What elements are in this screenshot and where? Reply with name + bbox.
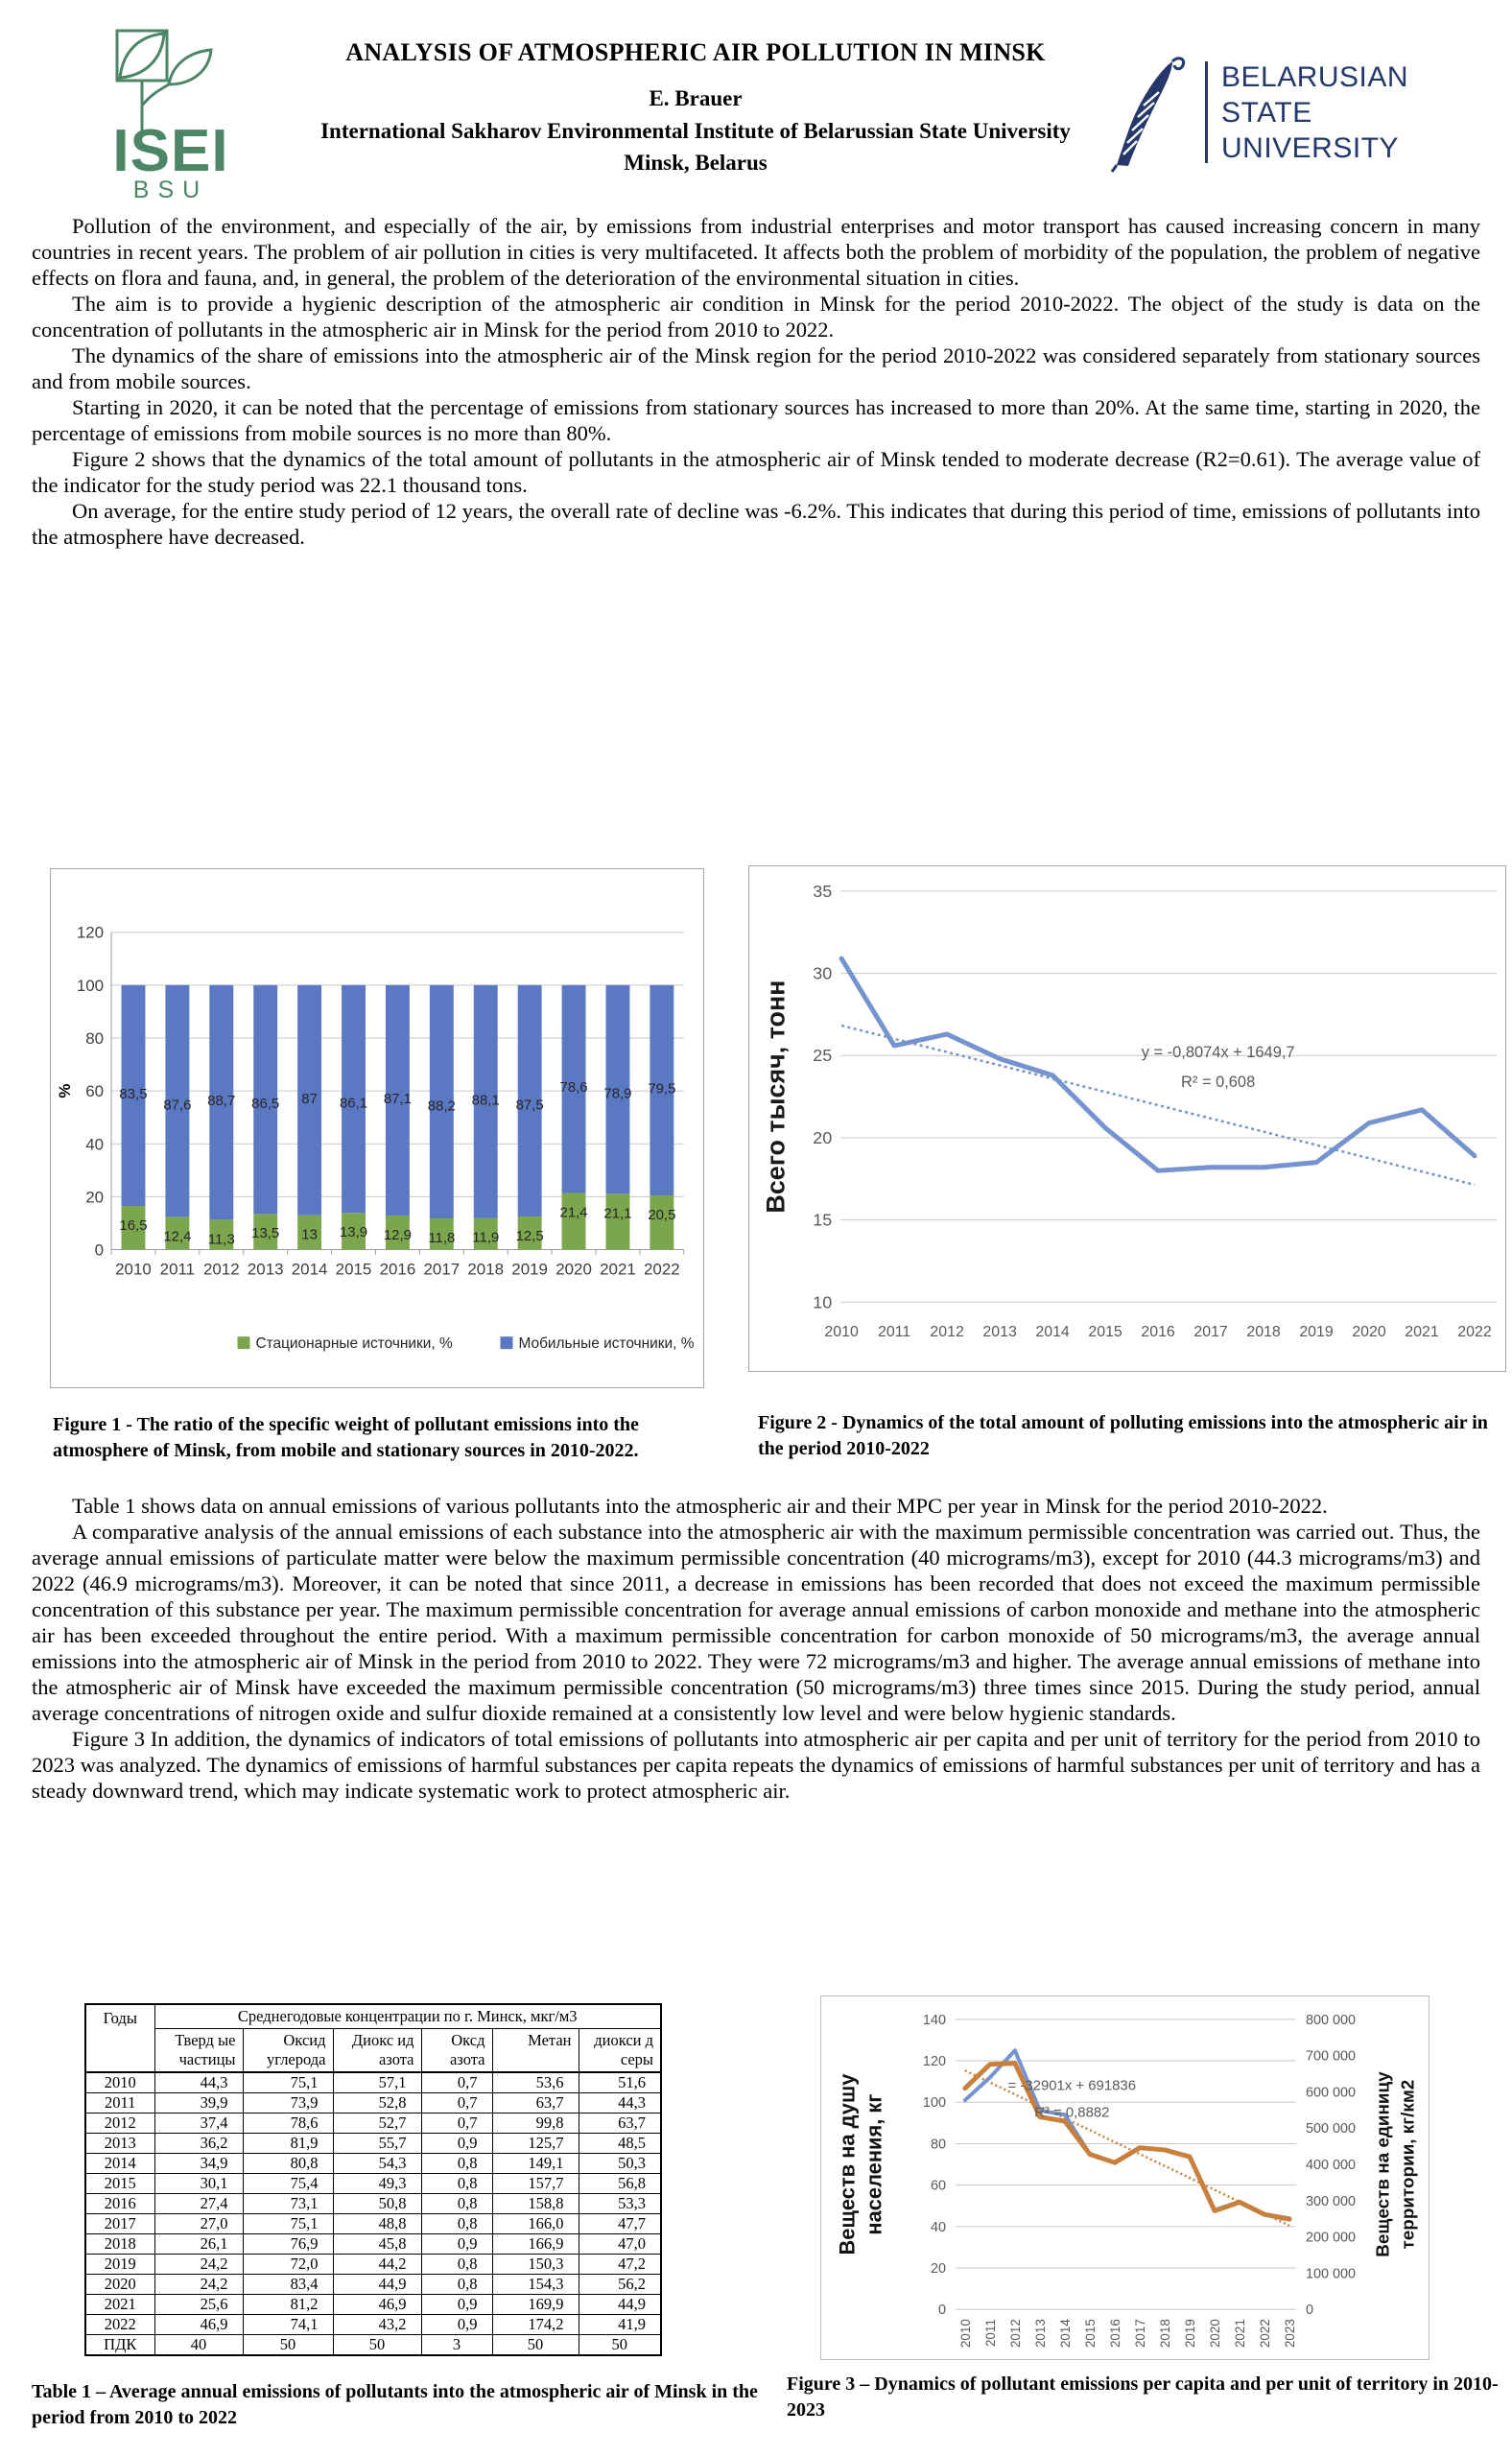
svg-text:80: 80 — [930, 2137, 946, 2153]
table-cell: 174,2 — [492, 2315, 579, 2335]
svg-text:2015: 2015 — [335, 1260, 372, 1279]
svg-text:120: 120 — [76, 923, 105, 942]
paragraph: Pollution of the environment, and especially of the air, by emissions from industrial enterprises and motor transport has caused increasing concern in many countries in recent years. The problem of air pollution in cities is very multifaceted. It affects both the problem of morbidity of the population, the problem of negative effects on flora and fauna, and, in general, the problem of the deterioration of the environmental situation in cities. — [32, 214, 1480, 290]
table1-caption: Table 1 – Average annual emissions of pollutants into the atmospheric air of Minsk in the period from 2010 to 2022 — [32, 2381, 758, 2428]
isei-logo-text: ISEI — [112, 118, 229, 184]
svg-text:30: 30 — [813, 963, 833, 983]
svg-text:13: 13 — [301, 1226, 318, 1243]
svg-text:2012: 2012 — [202, 1260, 240, 1279]
svg-text:Веществ на единицу: Веществ на единицу — [1373, 2071, 1394, 2257]
affiliation: International Sakharov Environmental Institute of Belarussian State University — [320, 119, 1071, 143]
paragraph: On average, for the entire study period of 12 years, the overall rate of decline was -6.2%. This indicates that during this period of time, emissions of pollutants into the atmosphere have decreased. — [32, 499, 1480, 549]
table-row — [85, 2134, 661, 2154]
table-cell: 81,2 — [243, 2295, 333, 2315]
svg-text:400 000: 400 000 — [1306, 2158, 1357, 2174]
figure2 — [748, 865, 1506, 1372]
table-row — [85, 2335, 661, 2356]
table-cell: 50 — [579, 2335, 661, 2356]
table-cell-year: 2020 — [85, 2275, 154, 2295]
table-cell: 44,9 — [579, 2295, 661, 2315]
table-cell: 166,9 — [492, 2234, 579, 2255]
svg-text:2016: 2016 — [379, 1260, 416, 1279]
svg-text:2023: 2023 — [1283, 2319, 1298, 2349]
bsu-logo-line: STATE — [1221, 96, 1312, 129]
svg-text:2021: 2021 — [600, 1260, 636, 1279]
table-column-header: Тверд ые частицы — [154, 2029, 243, 2073]
table-cell: 99,8 — [492, 2114, 579, 2134]
table-cell: 3 — [421, 2335, 492, 2356]
table-row — [85, 2315, 661, 2335]
svg-text:2011: 2011 — [159, 1260, 196, 1279]
table-cell: 0,9 — [421, 2315, 492, 2335]
table-cell: 44,3 — [579, 2093, 661, 2114]
svg-text:территории, кг/км2: территории, кг/км2 — [1398, 2079, 1419, 2250]
svg-text:Мобильные источники, %: Мобильные источники, % — [518, 1335, 695, 1353]
table-cell: 0,8 — [421, 2275, 492, 2295]
svg-text:79,5: 79,5 — [648, 1080, 676, 1098]
figure2-chart — [749, 866, 1505, 1371]
table-cell: 44,3 — [154, 2072, 243, 2093]
svg-text:2020: 2020 — [1352, 1324, 1386, 1341]
table-cell: 27,4 — [154, 2194, 243, 2214]
table-cell: 76,9 — [243, 2234, 333, 2255]
svg-text:2016: 2016 — [1141, 1324, 1175, 1341]
pollutants-table — [84, 2003, 662, 2356]
svg-text:0: 0 — [1306, 2302, 1314, 2319]
table-cell: 48,8 — [333, 2214, 421, 2234]
svg-text:населения, кг: населения, кг — [862, 2093, 886, 2235]
table-cell: 75,4 — [243, 2174, 333, 2194]
svg-text:2014: 2014 — [1057, 2319, 1073, 2349]
svg-text:20: 20 — [85, 1188, 105, 1207]
table-cell: 0,7 — [421, 2072, 492, 2093]
table-column-header: Метан — [492, 2029, 579, 2073]
table-cell-year: 2015 — [85, 2174, 154, 2194]
table-cell-year: 2019 — [85, 2255, 154, 2275]
table-cell: 78,6 — [243, 2114, 333, 2134]
table-cell: 47,7 — [579, 2214, 661, 2234]
svg-text:2015: 2015 — [1088, 1324, 1122, 1341]
table-cell: 55,7 — [333, 2134, 421, 2154]
table-cell: 47,0 — [579, 2234, 661, 2255]
table-cell: 166,0 — [492, 2214, 579, 2234]
svg-text:%: % — [56, 1083, 75, 1098]
total-emissions-line — [841, 958, 1475, 1170]
svg-text:78,6: 78,6 — [559, 1079, 588, 1097]
table-cell: 50,8 — [333, 2194, 421, 2214]
figure1-chart — [51, 869, 703, 1387]
table-row — [85, 2114, 661, 2134]
svg-text:20,5: 20,5 — [648, 1206, 676, 1223]
svg-text:2020: 2020 — [555, 1260, 592, 1279]
svg-text:2017: 2017 — [1132, 2319, 1147, 2349]
svg-text:2013: 2013 — [982, 1324, 1017, 1341]
svg-text:86,5: 86,5 — [251, 1096, 280, 1113]
svg-text:Всего тысяч, тонн: Всего тысяч, тонн — [761, 980, 791, 1214]
svg-text:2010: 2010 — [824, 1324, 859, 1341]
svg-text:100: 100 — [922, 2095, 946, 2112]
table-row — [85, 2255, 661, 2275]
svg-text:= -32901x + 691836: = -32901x + 691836 — [1007, 2077, 1137, 2094]
svg-text:11,3: 11,3 — [207, 1231, 235, 1248]
svg-text:11,8: 11,8 — [428, 1229, 456, 1246]
paragraph: Starting in 2020, it can be noted that the percentage of emissions from stationary sources has increased to more than 20%. At the same time, starting in 2020, the percentage of emissions from mobile sources is no more than 80%. — [32, 395, 1480, 445]
svg-text:16,5: 16,5 — [119, 1216, 148, 1234]
table-cell-year: ПДК — [85, 2335, 154, 2356]
svg-text:2012: 2012 — [930, 1324, 964, 1341]
table-row — [85, 2174, 661, 2194]
svg-text:2013: 2013 — [1032, 2319, 1048, 2349]
table-cell: 0,8 — [421, 2214, 492, 2234]
bsu-logo-line: UNIVERSITY — [1221, 131, 1400, 164]
svg-text:20: 20 — [930, 2261, 946, 2278]
plot-area — [56, 924, 695, 1352]
svg-text:100: 100 — [76, 976, 105, 995]
svg-text:2019: 2019 — [511, 1260, 548, 1279]
stationary-bar — [606, 1193, 630, 1249]
table-cell: 40 — [154, 2335, 243, 2356]
svg-text:Веществ на душу: Веществ на душу — [835, 2073, 860, 2255]
table-cell: 50 — [492, 2335, 579, 2356]
table-cell-year: 2013 — [85, 2134, 154, 2154]
svg-text:87,5: 87,5 — [515, 1097, 544, 1114]
svg-text:13,9: 13,9 — [339, 1224, 368, 1241]
table-cell: 36,2 — [154, 2134, 243, 2154]
table-column-header: Оксд азота — [421, 2029, 492, 2073]
table-cell-year: 2018 — [85, 2234, 154, 2255]
svg-text:2015: 2015 — [1082, 2319, 1098, 2349]
svg-text:200 000: 200 000 — [1306, 2230, 1357, 2246]
figure3-caption: Figure 3 – Dynamics of pollutant emissions per capita and per unit of territory in 2010-2023 — [787, 2373, 1499, 2421]
intro-text — [32, 213, 1480, 550]
svg-text:600 000: 600 000 — [1306, 2085, 1357, 2101]
figure3 — [820, 1996, 1429, 2360]
table-cell: 0,9 — [421, 2134, 492, 2154]
table-cell: 83,4 — [243, 2275, 333, 2295]
table-cell: 51,6 — [579, 2072, 661, 2093]
svg-text:2014: 2014 — [1035, 1324, 1070, 1341]
svg-text:120: 120 — [922, 2054, 946, 2070]
table-cell: 63,7 — [492, 2093, 579, 2114]
table-cell: 24,2 — [154, 2255, 243, 2275]
svg-text:20: 20 — [813, 1127, 833, 1147]
table-cell: 0,9 — [421, 2234, 492, 2255]
bsu-logo-text — [1221, 59, 1408, 166]
table-cell: 0,7 — [421, 2114, 492, 2134]
table-cell: 0,8 — [421, 2174, 492, 2194]
isei-logo-subtext: BSU — [132, 177, 209, 201]
svg-text:2019: 2019 — [1299, 1324, 1334, 1341]
svg-text:2012: 2012 — [1007, 2319, 1023, 2349]
table-cell: 158,8 — [492, 2194, 579, 2214]
table-cell: 81,9 — [243, 2134, 333, 2154]
svg-text:0: 0 — [937, 2302, 946, 2319]
svg-text:0: 0 — [94, 1240, 105, 1260]
table-cell: 39,9 — [154, 2093, 243, 2114]
table-cell: 53,3 — [579, 2194, 661, 2214]
table-row — [85, 2093, 661, 2114]
svg-text:2014: 2014 — [291, 1260, 328, 1279]
author: E. Brauer — [649, 86, 743, 110]
legend-swatch-stationary — [238, 1336, 250, 1349]
table-row — [85, 2072, 661, 2093]
table-cell-year: 2021 — [85, 2295, 154, 2315]
svg-text:21,1: 21,1 — [603, 1205, 632, 1222]
table-cell: 54,3 — [333, 2154, 421, 2174]
table-cell: 50 — [243, 2335, 333, 2356]
svg-text:300 000: 300 000 — [1306, 2193, 1357, 2209]
table-cell-year: 2022 — [85, 2315, 154, 2335]
table-cell-year: 2012 — [85, 2114, 154, 2134]
svg-text:140: 140 — [922, 2012, 946, 2028]
svg-text:R² = 0,8882: R² = 0,8882 — [1034, 2104, 1110, 2121]
table-cell: 49,3 — [333, 2174, 421, 2194]
svg-text:87,6: 87,6 — [163, 1097, 192, 1114]
table-cell: 75,1 — [243, 2072, 333, 2093]
table-column-header: диокси д серы — [579, 2029, 661, 2073]
svg-text:83,5: 83,5 — [119, 1085, 148, 1102]
table-cell: 34,9 — [154, 2154, 243, 2174]
svg-text:2022: 2022 — [1457, 1324, 1492, 1341]
table-cell: 50,3 — [579, 2154, 661, 2174]
table-cell: 0,8 — [421, 2255, 492, 2275]
page-title: ANALYSIS OF ATMOSPHERIC AIR POLLUTION IN MINSK — [345, 38, 1046, 66]
table-row — [85, 2295, 661, 2315]
table-cell: 72,0 — [243, 2255, 333, 2275]
table-cell: 44,2 — [333, 2255, 421, 2275]
per-capita-line — [965, 2050, 1289, 2218]
svg-text:2011: 2011 — [982, 2319, 998, 2348]
svg-text:40: 40 — [930, 2219, 946, 2235]
svg-text:2013: 2013 — [247, 1260, 284, 1279]
table-cell: 80,8 — [243, 2154, 333, 2174]
table-row — [85, 2154, 661, 2174]
table-cell: 37,4 — [154, 2114, 243, 2134]
table-cell: 46,9 — [333, 2295, 421, 2315]
table-cell: 26,1 — [154, 2234, 243, 2255]
table-cell: 50 — [333, 2335, 421, 2356]
svg-text:60: 60 — [85, 1082, 105, 1101]
table-cell: 149,1 — [492, 2154, 579, 2174]
table-cell: 43,2 — [333, 2315, 421, 2335]
svg-text:800 000: 800 000 — [1306, 2012, 1357, 2028]
stationary-bar — [559, 1193, 588, 1250]
svg-text:2018: 2018 — [467, 1260, 505, 1279]
table-cell: 24,2 — [154, 2275, 243, 2295]
feather-icon — [1099, 52, 1192, 173]
figure1-caption: Figure 1 - The ratio of the specific weight of pollutant emissions into the atmosphere of Minsk, from mobile and stationary sources in 2010-2022. — [53, 1414, 639, 1461]
svg-text:2017: 2017 — [423, 1260, 461, 1279]
svg-text:78,9: 78,9 — [603, 1085, 632, 1102]
table-cell: 45,8 — [333, 2234, 421, 2255]
svg-text:2010: 2010 — [957, 2319, 973, 2349]
table-cell: 48,5 — [579, 2134, 661, 2154]
table-cell: 154,3 — [492, 2275, 579, 2295]
svg-text:2018: 2018 — [1157, 2319, 1172, 2349]
svg-text:35: 35 — [813, 881, 833, 901]
paragraph: A comparative analysis of the annual emissions of each substance into the atmospheric air with the maximum permissible concentration was carried out. Thus, the average annual emissions of particulate matter were below the maximum permissible concentration (40 micrograms/m3), except for 2010 (44.3 micrograms/m3) and 2022 (46.9 micrograms/m3). Moreover, it can be noted that since 2011, a decrease in emissions has been recorded that does not exceed the maximum permissible concentration of this substance per year. The maximum permissible concentration for average annual emissions of carbon monoxide and methane into the atmospheric air has been exceeded throughout the entire period. With a maximum permissible concentration for carbon monoxide of 50 micrograms/m3, the average annual emissions into the atmospheric air of Minsk in the period from 2010 to 2022. They were 72 micrograms/m3 and higher. The average annual emissions of methane into the atmospheric air of Minsk have exceeded the maximum permissible concentration (50 micrograms/m3) three times since 2015. During the study period, annual average concentrations of nitrogen oxide and sulfur dioxide remained at a consistently low level and were below hygienic standards. — [32, 1520, 1480, 1725]
svg-text:Стационарные источники, %: Стационарные источники, % — [255, 1335, 453, 1353]
svg-text:80: 80 — [85, 1028, 105, 1048]
svg-text:40: 40 — [85, 1135, 105, 1154]
table-row — [85, 2275, 661, 2295]
table-cell: 52,7 — [333, 2114, 421, 2134]
svg-text:10: 10 — [813, 1292, 833, 1312]
svg-text:2022: 2022 — [1258, 2319, 1273, 2349]
table-cell: 0,8 — [421, 2154, 492, 2174]
bsu-logo — [1099, 52, 1408, 173]
svg-text:25: 25 — [813, 1046, 833, 1066]
table-cell: 169,9 — [492, 2295, 579, 2315]
svg-text:60: 60 — [930, 2178, 946, 2194]
svg-text:13,5: 13,5 — [251, 1225, 280, 1242]
table-cell-year: 2010 — [85, 2072, 154, 2093]
table-cell: 75,1 — [243, 2214, 333, 2234]
svg-text:2022: 2022 — [644, 1260, 680, 1279]
table-cell: 56,8 — [579, 2174, 661, 2194]
table-group-header: Среднегодовые концентрации по г. Минск, мкг/м3 — [154, 2004, 661, 2029]
table-cell: 41,9 — [579, 2315, 661, 2335]
table-column-header: Диокс ид азота — [333, 2029, 421, 2073]
table-cell-year: 2016 — [85, 2194, 154, 2214]
table-cell: 73,9 — [243, 2093, 333, 2114]
table-cell: 56,2 — [579, 2275, 661, 2295]
svg-text:2019: 2019 — [1183, 2319, 1198, 2349]
svg-text:2017: 2017 — [1193, 1324, 1228, 1341]
svg-text:88,7: 88,7 — [207, 1093, 236, 1110]
figure2-caption: Figure 2 - Dynamics of the total amount of polluting emissions into the atmospheric air in the period 2010-2022 — [758, 1412, 1488, 1459]
table-column-header: Оксид углерода — [243, 2029, 333, 2073]
paragraph: The aim is to provide a hygienic description of the atmospheric air condition in Minsk for the period 2010-2022. The object of the study is data on the concentration of pollutants in the atmospheric air in Minsk for the period from 2010 to 2022. — [32, 292, 1480, 342]
table-cell: 44,9 — [333, 2275, 421, 2295]
table-cell-year: 2014 — [85, 2154, 154, 2174]
svg-text:500 000: 500 000 — [1306, 2121, 1357, 2137]
analysis-text — [32, 1493, 1480, 1804]
svg-text:2021: 2021 — [1405, 1324, 1439, 1341]
svg-text:2020: 2020 — [1208, 2319, 1223, 2349]
table-cell: 0,8 — [421, 2194, 492, 2214]
svg-text:2011: 2011 — [877, 1324, 911, 1341]
table-cell: 73,1 — [243, 2194, 333, 2214]
svg-text:R² = 0,608: R² = 0,608 — [1181, 1074, 1256, 1092]
table-cell: 46,9 — [154, 2315, 243, 2335]
bsu-logo-line: BELARUSIAN — [1221, 60, 1409, 93]
paragraph: Figure 3 In addition, the dynamics of indicators of total emissions of pollutants into atmospheric air per capita and per unit of territory for the period from 2010 to 2023 was analyzed. The dynamics of emissions of harmful substances per capita repeats the dynamics of emissions of harmful substances per unit of territory and has a steady downward trend, which may indicate systematic work to protect atmospheric air. — [32, 1727, 1480, 1803]
table-cell: 125,7 — [492, 2134, 579, 2154]
table-cell: 30,1 — [154, 2174, 243, 2194]
figure1 — [50, 868, 704, 1388]
svg-text:12,9: 12,9 — [383, 1226, 412, 1243]
table-cell: 27,0 — [154, 2214, 243, 2234]
svg-text:88,1: 88,1 — [471, 1092, 500, 1109]
svg-text:87: 87 — [301, 1090, 318, 1107]
table-cell: 0,9 — [421, 2295, 492, 2315]
svg-text:2021: 2021 — [1233, 2319, 1248, 2349]
paragraph: Table 1 shows data on annual emissions of various pollutants into the atmospheric air and their MPC per year in Minsk for the period 2010-2022. — [72, 1494, 1328, 1518]
legend-swatch-mobile — [501, 1336, 513, 1349]
paragraph: Figure 2 shows that the dynamics of the total amount of pollutants in the atmospheric air of Minsk tended to moderate decrease (R2=0.61). The average value of the indicator for the study period was 22.1 thousand tons. — [32, 447, 1480, 497]
table-cell-year: 2017 — [85, 2214, 154, 2234]
legend — [238, 1335, 695, 1352]
svg-text:21,4: 21,4 — [559, 1204, 588, 1221]
svg-text:88,2: 88,2 — [427, 1098, 456, 1115]
table-cell-year: 2011 — [85, 2093, 154, 2114]
svg-text:15: 15 — [813, 1210, 833, 1230]
table-cell: 74,1 — [243, 2315, 333, 2335]
logo-divider — [1205, 61, 1208, 163]
svg-text:y = -0,8074x + 1649,7: y = -0,8074x + 1649,7 — [1141, 1044, 1295, 1062]
svg-text:86,1: 86,1 — [339, 1095, 368, 1112]
header-block — [192, 38, 1199, 176]
bars — [122, 985, 674, 1250]
table-row — [85, 2234, 661, 2255]
paragraph: The dynamics of the share of emissions into the atmospheric air of the Minsk region for the period 2010-2022 was considered separately from stationary sources and from mobile sources. — [32, 343, 1480, 393]
svg-text:100 000: 100 000 — [1306, 2266, 1357, 2282]
svg-text:11,9: 11,9 — [472, 1229, 500, 1246]
table-cell: 53,6 — [492, 2072, 579, 2093]
table-cell: 0,7 — [421, 2093, 492, 2114]
svg-text:700 000: 700 000 — [1306, 2048, 1357, 2065]
svg-text:12,4: 12,4 — [163, 1228, 192, 1245]
table-header-years: Годы — [85, 2004, 154, 2072]
table-cell: 63,7 — [579, 2114, 661, 2134]
table-row — [85, 2194, 661, 2214]
table-cell: 157,7 — [492, 2174, 579, 2194]
svg-text:2018: 2018 — [1246, 1324, 1281, 1341]
svg-text:87,1: 87,1 — [383, 1090, 412, 1107]
table-cell: 25,6 — [154, 2295, 243, 2315]
svg-text:12,5: 12,5 — [515, 1227, 544, 1244]
location: Minsk, Belarus — [624, 151, 768, 175]
table-cell: 57,1 — [333, 2072, 421, 2093]
svg-text:2016: 2016 — [1107, 2319, 1122, 2349]
table-cell: 47,2 — [579, 2255, 661, 2275]
svg-text:2010: 2010 — [115, 1260, 152, 1279]
table-cell: 150,3 — [492, 2255, 579, 2275]
table-row — [85, 2214, 661, 2234]
table-cell: 52,8 — [333, 2093, 421, 2114]
figure3-chart — [821, 1996, 1429, 2359]
